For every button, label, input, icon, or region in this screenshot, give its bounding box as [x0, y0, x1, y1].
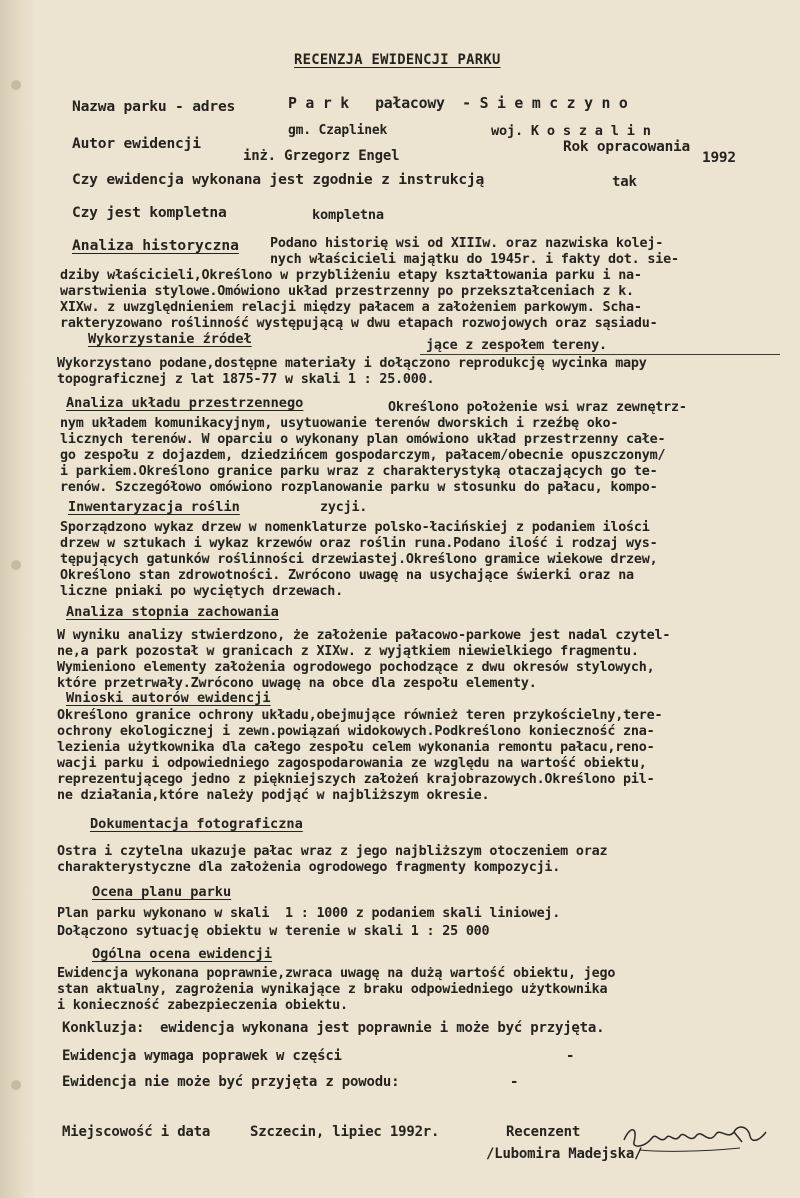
- text-line: Ewidencja wykonana poprawnie,zwraca uwagę na dużą wartość obiektu, jego: [57, 966, 616, 981]
- text-line: Wykorzystano podane,dostępne materiały i dołączono reprodukcję wycinka mapy: [57, 356, 647, 371]
- text-line: licznych terenów. W oparciu o wykonany plan omówiono układ przestrzenny całe-: [60, 432, 666, 447]
- reject-value: -: [510, 1074, 519, 1090]
- section-heading-historyczna: Analiza historyczna: [72, 237, 239, 254]
- partial-label: Ewidencja wymaga poprawek w części: [62, 1048, 342, 1064]
- park-name: P a r k pałacowy - S i e m c z y n o: [288, 95, 628, 112]
- text-line: W wyniku analizy stwierdzono, że założenie pałacowo-parkowe jest nadal czytel-: [57, 628, 671, 643]
- text-line: tępujących gatunków roślinności drzewiastej.Określono gramice wiekowe drzew,: [60, 552, 658, 567]
- text-line: go zespołu z dojazdem, dziedzińcem gospodarczym, pałacem/obecnie opuszczonym/: [60, 448, 666, 463]
- binding-hole: [11, 80, 21, 90]
- partial-value: -: [566, 1048, 575, 1064]
- reviewer-name: /Lubomira Madejska/: [486, 1146, 643, 1162]
- text-line: i parkiem.Określono granice parku wraz z charakterystyką otaczających go te-: [60, 464, 658, 479]
- binding-hole: [11, 560, 21, 570]
- divider: [420, 354, 780, 355]
- section-heading-dokumentacja: Dokumentacja fotograficzna: [90, 816, 303, 832]
- text-line: które przetrwały.Zwrócono uwagę na obce dla zespołu elementy.: [57, 676, 537, 691]
- text-line: Ostra i czytelna ukazuje pałac wraz z jego najbliższym otoczeniem oraz: [57, 844, 608, 859]
- section-heading-zachowanie: Analiza stopnia zachowania: [66, 604, 279, 620]
- author-label: Autor ewidencji: [72, 135, 201, 152]
- author-name: inż. Grzegorz Engel: [243, 148, 400, 164]
- complete-question: Czy jest kompletna: [72, 204, 227, 221]
- text-line: warstwienia stylowe.Omówiono układ przestrzenny po przekształceniach z k.: [60, 284, 634, 299]
- text-line: Określono stan zdrowotności. Zwrócono uwagę na usychające świerki oraz na: [60, 568, 634, 583]
- text-line: stan aktualny, zagrożenia wynikające z braku odpowiedniego użytkownika: [57, 982, 608, 997]
- park-label: Nazwa parku - adres: [72, 98, 236, 115]
- conclusion-label: Konkluzja:: [62, 1020, 145, 1036]
- text-line: wacji parku i odpowiedniego zagospodarowania ze względu na wartość obiektu,: [57, 756, 647, 771]
- text-line: lezienia użytkownika dla całego zespołu celem wykonania remontu pałacu,reno-: [57, 740, 655, 755]
- document-title: RECENZJA EWIDENCJI PARKU: [294, 52, 501, 68]
- instruction-answer: tak: [612, 174, 637, 190]
- text-line: ochrony ekologicznej i zewn.powiązań widokowych.Podkreślono konieczność zna-: [57, 724, 655, 739]
- text-line: dziby właścicieli,Określono w przybliżeniu etapy kształtowania parku i na-: [60, 268, 642, 283]
- reject-label: Ewidencja nie może być przyjęta z powodu:: [62, 1074, 400, 1090]
- text-line: Określono położenie wsi wraz zewnętrz-: [388, 400, 687, 415]
- text-line: Dołączono sytuację obiektu w terenie w skali 1 : 25 000: [57, 924, 490, 939]
- section-heading-przestrzenny: Analiza układu przestrzennego: [66, 395, 304, 411]
- text-line: Wymieniono elementy założenia ogrodowego pochodzące z dwu okresów stylowych,: [57, 660, 655, 675]
- section-heading-inwentaryzacja: Inwentaryzacja roślin: [68, 499, 240, 515]
- text-line: topograficznej z lat 1875-77 w skali 1 : 25.000.: [57, 372, 435, 387]
- text-line: Plan parku wykonano w skali 1 : 1000 z podaniem skali liniowej.: [57, 906, 561, 921]
- place-date: Szczecin, lipiec 1992r.: [250, 1124, 440, 1140]
- text-line: zycji.: [320, 500, 368, 515]
- binding-hole: [11, 1080, 21, 1090]
- text-line: Podano historię wsi od XIIIw. oraz nazwiska kolej-: [270, 236, 664, 251]
- section-heading-zrodla: Wykorzystanie źródeł: [88, 331, 252, 347]
- wojewodztwo: woj. K o s z a l i n: [491, 123, 651, 139]
- conclusion-text: ewidencja wykonana jest poprawnie i może być przyjęta.: [160, 1020, 605, 1036]
- text-line: nych właścicieli majątku do 1945r. i fakty dot. sie-: [270, 252, 679, 267]
- reviewer-label: Recenzent: [506, 1124, 581, 1140]
- instruction-question: Czy ewidencja wykonana jest zgodnie z instrukcją: [72, 171, 485, 188]
- section-heading-wnioski: Wnioski autorów ewidencji: [66, 690, 271, 706]
- text-line: i konieczność zabezpieczenia obiektu.: [57, 998, 348, 1013]
- text-line: reprezentującego jedno z piękniejszych założeń krajobrazowych.Określono pil-: [57, 772, 655, 787]
- reviewer-signature: [620, 1118, 770, 1158]
- text-line: renów. Szczegółowo omówiono rozplanowanie parku w stosunku do pałacu, kompo-: [60, 480, 658, 495]
- section-heading-ogolna: Ogólna ocena ewidencji: [92, 946, 273, 962]
- year: 1992: [702, 150, 736, 166]
- text-line: ne działania,które należy podjąć w najbliższym okresie.: [57, 788, 490, 803]
- text-line: drzew w sztukach i wykaz krzewów oraz roślin runa.Podano ilość i rodzaj wys-: [60, 536, 658, 551]
- text-line: nym układem komunikacyjnym, usytuowanie terenów dworskich i rzeźbę oko-: [60, 416, 619, 431]
- year-label: Rok opracowania: [563, 139, 690, 155]
- text-line: jące z zespołem tereny.: [426, 338, 607, 353]
- place-label: Miejscowość i data: [62, 1124, 211, 1140]
- text-line: Określono granice ochrony układu,obejmujące również teren przykościelny,tere-: [57, 708, 663, 723]
- binding-edge: [0, 0, 36, 1198]
- text-line: liczne pniaki po wyciętych drzewach.: [60, 584, 344, 599]
- text-line: charakterystyczne dla założenia ogrodowego fragmenty kompozycji.: [57, 860, 561, 875]
- text-line: ne,a park pozostał w granicach z XIXw. z wyjątkiem niewielkiego fragmentu.: [57, 644, 639, 659]
- section-heading-plan: Ocena planu parku: [92, 884, 232, 900]
- text-line: rakteryzowano roślinność występującą w dwu etapach rozwojowych oraz sąsiadu-: [60, 316, 658, 331]
- text-line: XIXw. z uwzględnieniem relacji między pałacem a założeniem parkowym. Scha-: [60, 300, 642, 315]
- complete-answer: kompletna: [312, 207, 384, 223]
- text-line: Sporządzono wykaz drzew w nomenklaturze polsko-łacińskiej z podaniem ilości: [60, 520, 650, 535]
- gmina: gm. Czaplinek: [288, 123, 388, 138]
